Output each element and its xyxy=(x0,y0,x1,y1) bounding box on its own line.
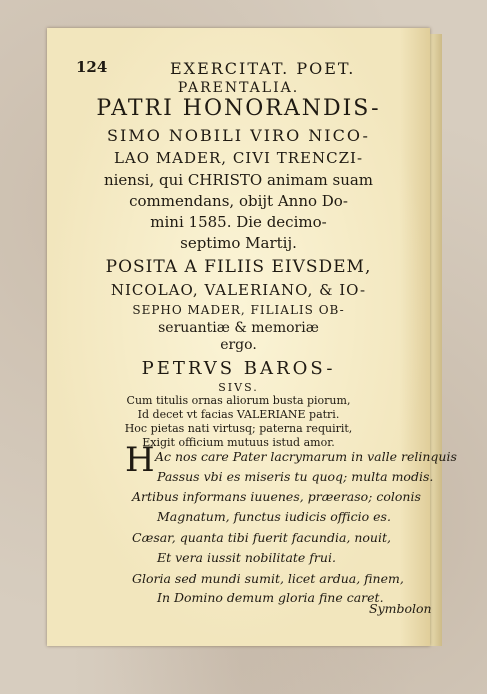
italic-line: Ac nos care Pater lacrymarum in valle relinquis xyxy=(155,449,457,464)
book-page xyxy=(47,28,457,646)
epitaph-line: niensi, qui CHRISTO animam suam xyxy=(103,171,374,189)
epitaph-line: LAO MADER, CIVI TRENCZI- xyxy=(113,149,364,167)
page-edge xyxy=(430,34,442,646)
running-title: EXERCITAT. POET. xyxy=(170,59,356,78)
italic-line: Gloria sed mundi sumit, licet ardua, finem, xyxy=(132,571,404,586)
verse-line: Hoc pietas nati virtusq; paterna requirit, xyxy=(124,422,353,435)
italic-line: Cæsar, quanta tibi fuerit facundia, nouit, xyxy=(132,530,391,545)
posita-line: POSITA A FILIIS EIVSDEM, xyxy=(105,257,372,277)
poem-author: SIVS. xyxy=(218,381,259,394)
drop-cap: H xyxy=(125,440,155,480)
italic-line: Passus vbi es miseris tu quoq; multa modis. xyxy=(157,469,434,484)
epitaph-line: PATRI HONORANDIS- xyxy=(96,96,381,121)
verse-line: Id decet vt facias VALERIANE patri. xyxy=(137,408,340,421)
verse-line: Exigit officium mutuus istud amor. xyxy=(142,436,335,449)
page-number: 124 xyxy=(76,58,108,76)
posita-line: ergo. xyxy=(220,337,257,353)
verse-line: Cum titulis ornas aliorum busta piorum, xyxy=(126,394,351,407)
posita-line: NICOLAO, VALERIANO, & IO- xyxy=(110,281,367,299)
catchword: Symbolon xyxy=(369,601,432,616)
epitaph-line: SIMO NOBILI VIRO NICO- xyxy=(107,126,370,145)
italic-line: Artibus informans iuuenes, præeraso; colonis xyxy=(132,489,421,504)
posita-line: seruantiæ & memoriæ xyxy=(158,320,319,336)
italic-line: In Domino demum gloria fine caret. xyxy=(157,590,384,605)
section-heading: PARENTALIA. xyxy=(177,80,300,96)
italic-line: Magnatum, functus iudicis officio es. xyxy=(157,509,391,524)
poem-author: PETRVS BAROS- xyxy=(141,358,336,379)
italic-line: Et vera iussit nobilitate frui. xyxy=(157,550,336,565)
epitaph-line: commendans, obijt Anno Do- xyxy=(129,192,348,210)
epitaph-line: mini 1585. Die decimo- xyxy=(150,213,327,231)
epitaph-line: septimo Martij. xyxy=(180,234,297,252)
posita-line: SEPHO MADER, FILIALIS OB- xyxy=(132,303,345,317)
